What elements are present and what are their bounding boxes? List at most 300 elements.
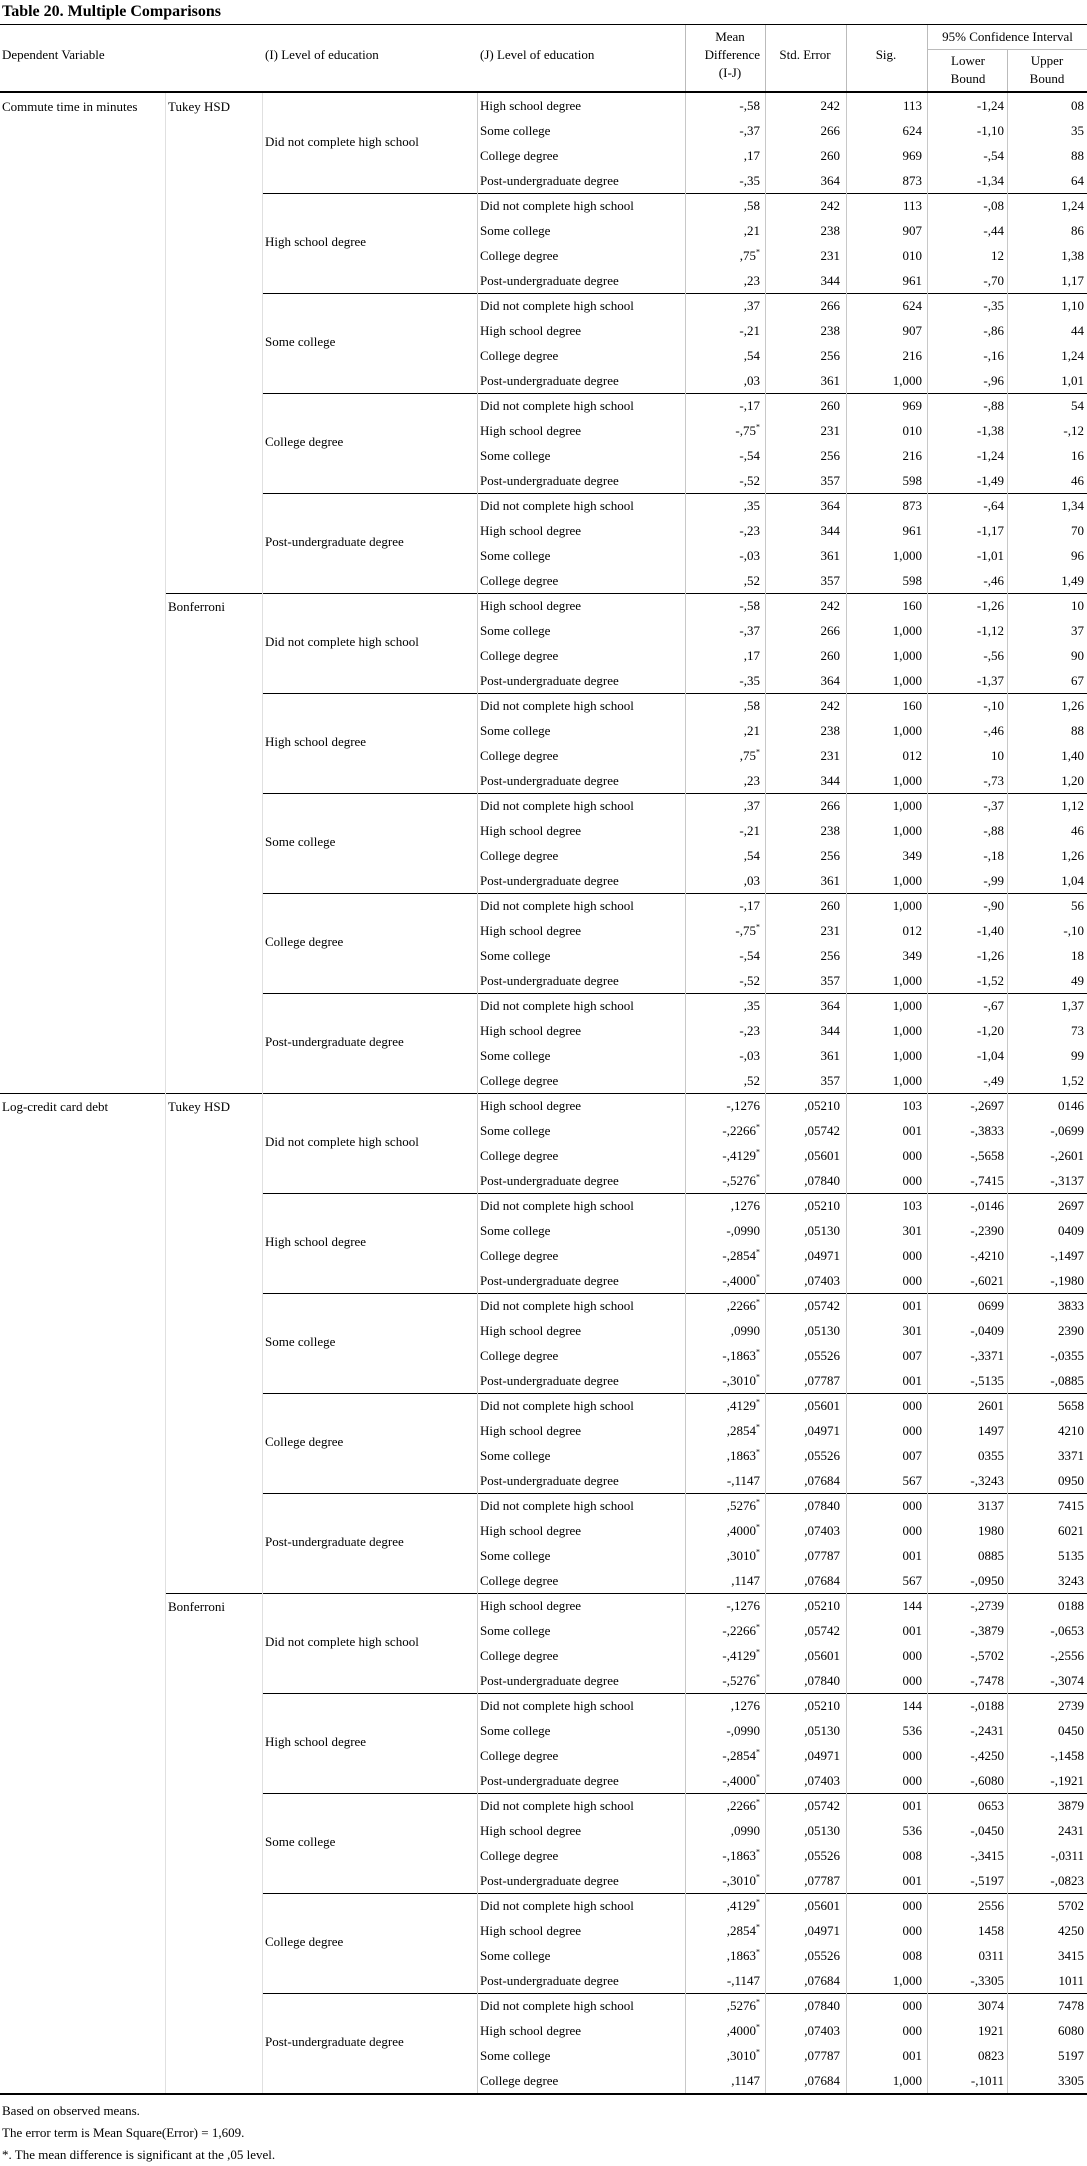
upper-bound-cell: 90: [1071, 648, 1084, 663]
sig-cell: 000: [902, 2023, 922, 2038]
i-level-label: High school degree: [265, 1234, 367, 1249]
std-error-cell: ,07684: [804, 2073, 840, 2088]
table-row: [0, 318, 1087, 343]
j-level-cell: Some college: [480, 1623, 551, 1638]
std-error-cell: ,04971: [804, 1923, 840, 1938]
std-error-cell: 364: [820, 998, 840, 1013]
mean-difference-cell: [688, 1118, 760, 1143]
std-error-cell: ,05130: [804, 1723, 840, 1738]
header-i-level: (I) Level of education: [265, 47, 379, 62]
sig-cell: 000: [902, 1748, 922, 1763]
table-row: [0, 568, 1087, 593]
lower-bound-cell: 1497: [978, 1423, 1004, 1438]
mean-difference-value: -,75: [735, 423, 756, 438]
j-level-cell: High school degree: [480, 2023, 582, 2038]
mean-difference-value: -,0990: [726, 1223, 760, 1238]
upper-bound-cell: -,1497: [1050, 1248, 1084, 1263]
i-level-label: Did not complete high school: [265, 1134, 419, 1149]
i-level-label: Did not complete high school: [265, 634, 419, 649]
mean-difference-cell: [688, 743, 760, 768]
upper-bound-cell: 5702: [1058, 1898, 1084, 1913]
sig-cell: 000: [902, 1998, 922, 2013]
table-row: [0, 843, 1087, 868]
std-error-cell: ,05742: [804, 1298, 840, 1313]
i-level-label: College degree: [265, 1434, 344, 1449]
lower-bound-cell: -,3371: [970, 1348, 1004, 1363]
mean-difference-cell: [688, 943, 760, 968]
j-level-cell: Some college: [480, 723, 551, 738]
upper-bound-cell: -,1458: [1050, 1748, 1084, 1763]
sig-cell: 1,000: [892, 723, 922, 738]
j-level-cell: Did not complete high school: [480, 998, 634, 1013]
mean-difference-value: ,3010: [726, 2048, 756, 2063]
table-row: [0, 1443, 1087, 1468]
upper-bound-cell: -,0311: [1050, 1848, 1084, 1863]
significance-marker: *: [756, 2047, 760, 2057]
mean-difference-cell: [688, 2018, 760, 2043]
mean-difference-value: -,1276: [726, 1598, 760, 1613]
mean-difference-value: -,35: [739, 673, 760, 688]
j-level-cell: College degree: [480, 573, 559, 588]
lower-bound-cell: 0699: [978, 1298, 1004, 1313]
upper-bound-cell: 88: [1071, 148, 1084, 163]
column-divider: [765, 93, 766, 2093]
sig-cell: 001: [902, 1123, 922, 1138]
upper-bound-cell: 67: [1071, 673, 1084, 688]
sig-cell: 001: [902, 1298, 922, 1313]
sig-cell: 873: [902, 498, 922, 513]
lower-bound-cell: -,4250: [970, 1748, 1004, 1763]
table-row: [0, 668, 1087, 693]
upper-bound-cell: 1,52: [1061, 1073, 1084, 1088]
table-row: [0, 2018, 1087, 2043]
lower-bound-cell: -,99: [983, 873, 1004, 888]
sig-cell: 216: [902, 448, 922, 463]
upper-bound-cell: -,0355: [1050, 1348, 1084, 1363]
lower-bound-cell: -,10: [983, 698, 1004, 713]
mean-difference-cell: [688, 1893, 760, 1918]
j-level-cell: Did not complete high school: [480, 1298, 634, 1313]
mean-difference-value: -,5276: [722, 1673, 756, 1688]
lower-bound-cell: -,56: [983, 648, 1004, 663]
upper-bound-cell: 3371: [1058, 1448, 1084, 1463]
sig-cell: 000: [902, 1423, 922, 1438]
upper-bound-cell: 1,26: [1061, 848, 1084, 863]
mean-difference-cell: [688, 718, 760, 743]
mean-difference-value: ,1276: [730, 1698, 760, 1713]
i-level-label: Post-undergraduate degree: [265, 534, 404, 549]
std-error-cell: 260: [820, 648, 840, 663]
j-level-cell: College degree: [480, 648, 559, 663]
sig-cell: 1,000: [892, 648, 922, 663]
table-row: [0, 1368, 1087, 1393]
header-mean-diff-line3: (I-J): [718, 65, 742, 80]
lower-bound-cell: 1980: [978, 1523, 1004, 1538]
mean-difference-value: ,23: [743, 773, 760, 788]
upper-bound-cell: 96: [1071, 548, 1084, 563]
i-level-label: College degree: [265, 434, 344, 449]
mean-difference-value: ,4129: [726, 1898, 756, 1913]
lower-bound-cell: -,88: [983, 823, 1004, 838]
j-level-cell: Post-undergraduate degree: [480, 273, 619, 288]
mean-difference-value: ,35: [743, 498, 760, 513]
mean-difference-cell: [688, 543, 760, 568]
j-level-cell: Some college: [480, 548, 551, 563]
column-divider: [262, 93, 263, 2093]
table-row: [0, 1568, 1087, 1593]
table-row: [0, 393, 1087, 418]
lower-bound-cell: -,54: [983, 148, 1004, 163]
mean-difference-cell: [688, 1368, 760, 1393]
std-error-cell: ,04971: [804, 1748, 840, 1763]
upper-bound-cell: 1,26: [1061, 698, 1084, 713]
lower-bound-cell: -,35: [983, 298, 1004, 313]
lower-bound-cell: -1,20: [976, 1023, 1004, 1038]
j-level-cell: Did not complete high school: [480, 1898, 634, 1913]
upper-bound-cell: 0146: [1058, 1098, 1084, 1113]
upper-bound-cell: 37: [1071, 623, 1084, 638]
lower-bound-cell: 10: [991, 748, 1004, 763]
mean-difference-cell: [688, 1018, 760, 1043]
upper-bound-cell: 46: [1071, 473, 1084, 488]
header-confidence-interval: 95% Confidence Interval: [942, 29, 1073, 44]
header-lower-line2: Bound: [950, 71, 986, 86]
note-line: Based on observed means.: [2, 2102, 140, 2118]
upper-bound-cell: 7478: [1058, 1998, 1084, 2013]
table-row: [0, 1218, 1087, 1243]
sig-cell: 001: [902, 1798, 922, 1813]
mean-difference-value: ,03: [743, 873, 760, 888]
table-row: [0, 1793, 1087, 1818]
significance-marker: *: [756, 1522, 760, 1532]
mean-difference-value: -,1147: [726, 1473, 760, 1488]
table-row: [0, 1518, 1087, 1543]
std-error-cell: 266: [820, 123, 840, 138]
table-row: [0, 1068, 1087, 1093]
table-row: [0, 1493, 1087, 1518]
table-body: [0, 93, 1087, 2093]
sig-cell: 1,000: [892, 548, 922, 563]
std-error-cell: ,05601: [804, 1648, 840, 1663]
upper-bound-cell: 0450: [1058, 1723, 1084, 1738]
mean-difference-cell: [688, 968, 760, 993]
significance-marker: *: [756, 1672, 760, 1682]
mean-difference-value: -,54: [739, 448, 760, 463]
j-level-cell: College degree: [480, 248, 559, 263]
std-error-cell: 364: [820, 498, 840, 513]
sig-cell: 001: [902, 1373, 922, 1388]
upper-bound-cell: -,2601: [1050, 1148, 1084, 1163]
mean-difference-cell: [688, 1243, 760, 1268]
lower-bound-cell: -,70: [983, 273, 1004, 288]
mean-difference-value: -,54: [739, 948, 760, 963]
table-row: [0, 1343, 1087, 1368]
sig-cell: 907: [902, 323, 922, 338]
sig-cell: 1,000: [892, 673, 922, 688]
std-error-cell: ,05601: [804, 1398, 840, 1413]
sig-cell: 000: [902, 1923, 922, 1938]
lower-bound-cell: -1,17: [976, 523, 1004, 538]
j-level-cell: High school degree: [480, 98, 582, 113]
lower-bound-cell: -,0146: [970, 1198, 1004, 1213]
mean-difference-cell: [688, 668, 760, 693]
lower-bound-cell: -1,01: [976, 548, 1004, 563]
j-level-cell: Did not complete high school: [480, 1198, 634, 1213]
mean-difference-value: -,37: [739, 623, 760, 638]
mean-difference-cell: [688, 1568, 760, 1593]
lower-bound-cell: -,3833: [970, 1123, 1004, 1138]
std-error-cell: 231: [820, 423, 840, 438]
significance-marker: *: [756, 1422, 760, 1432]
std-error-cell: ,05130: [804, 1823, 840, 1838]
mean-difference-cell: [688, 793, 760, 818]
upper-bound-cell: 1,12: [1061, 798, 1084, 813]
sig-cell: 624: [902, 298, 922, 313]
header-sig: Sig.: [875, 47, 897, 62]
table-row: [0, 93, 1087, 118]
std-error-cell: ,05130: [804, 1223, 840, 1238]
sig-cell: 216: [902, 348, 922, 363]
std-error-cell: 256: [820, 948, 840, 963]
j-level-cell: College degree: [480, 1248, 559, 1263]
sig-cell: 008: [902, 1848, 922, 1863]
j-level-cell: Some college: [480, 1548, 551, 1563]
header-std-error: Std. Error: [779, 47, 831, 62]
upper-bound-cell: -,10: [1063, 923, 1084, 938]
mean-difference-cell: [688, 2068, 760, 2093]
j-level-cell: Did not complete high school: [480, 298, 634, 313]
table-row: [0, 1743, 1087, 1768]
j-level-cell: Did not complete high school: [480, 698, 634, 713]
upper-bound-cell: 1,20: [1061, 773, 1084, 788]
sig-cell: 103: [902, 1098, 922, 1113]
table-row: [0, 793, 1087, 818]
table-row: [0, 193, 1087, 218]
upper-bound-cell: -,0823: [1050, 1873, 1084, 1888]
upper-bound-cell: 44: [1071, 323, 1084, 338]
mean-difference-cell: [688, 568, 760, 593]
mean-difference-value: ,2266: [726, 1298, 756, 1313]
lower-bound-cell: 1921: [978, 2023, 1004, 2038]
mean-difference-cell: [688, 1868, 760, 1893]
sig-cell: 907: [902, 223, 922, 238]
upper-bound-cell: 3415: [1058, 1948, 1084, 1963]
std-error-cell: 256: [820, 848, 840, 863]
significance-marker: *: [756, 1922, 760, 1932]
j-level-cell: College degree: [480, 1348, 559, 1363]
header-dependent-variable: Dependent Variable: [2, 47, 105, 62]
lower-bound-cell: -,5658: [970, 1148, 1004, 1163]
std-error-cell: 242: [820, 198, 840, 213]
sig-cell: 1,000: [892, 823, 922, 838]
upper-bound-cell: 1011: [1058, 1973, 1084, 1988]
std-error-cell: ,05526: [804, 1448, 840, 1463]
upper-bound-cell: 2390: [1058, 1323, 1084, 1338]
significance-marker: *: [756, 1372, 760, 1382]
table-row: [0, 368, 1087, 393]
significance-marker: *: [756, 1397, 760, 1407]
mean-difference-value: ,1276: [730, 1198, 760, 1213]
upper-bound-cell: 86: [1071, 223, 1084, 238]
mean-difference-cell: [688, 1718, 760, 1743]
sig-cell: 873: [902, 173, 922, 188]
std-error-cell: 361: [820, 548, 840, 563]
mean-difference-value: -,52: [739, 973, 760, 988]
upper-bound-cell: 1,37: [1061, 998, 1084, 1013]
lower-bound-cell: -,3415: [970, 1848, 1004, 1863]
mean-difference-cell: [688, 368, 760, 393]
std-error-cell: 361: [820, 1048, 840, 1063]
j-level-cell: Post-undergraduate degree: [480, 673, 619, 688]
mean-difference-value: -,03: [739, 1048, 760, 1063]
i-level-label: Did not complete high school: [265, 1634, 419, 1649]
sig-cell: 007: [902, 1348, 922, 1363]
mean-difference-cell: [688, 1668, 760, 1693]
mean-difference-value: -,17: [739, 398, 760, 413]
dependent-variable-label: Commute time in minutes: [2, 99, 138, 114]
sig-cell: 000: [902, 1673, 922, 1688]
table-row: [0, 268, 1087, 293]
j-level-cell: Some college: [480, 623, 551, 638]
j-level-cell: High school degree: [480, 1423, 582, 1438]
lower-bound-cell: -,46: [983, 573, 1004, 588]
std-error-cell: 238: [820, 323, 840, 338]
lower-bound-cell: 0885: [978, 1548, 1004, 1563]
j-level-cell: College degree: [480, 2073, 559, 2088]
mean-difference-value: -,5276: [722, 1173, 756, 1188]
mean-difference-cell: [688, 1518, 760, 1543]
upper-bound-cell: 64: [1071, 173, 1084, 188]
lower-bound-cell: -1,49: [976, 473, 1004, 488]
i-level-label: Did not complete high school: [265, 134, 419, 149]
lower-bound-cell: -,2390: [970, 1223, 1004, 1238]
table-row: [0, 868, 1087, 893]
method-label: Tukey HSD: [168, 99, 231, 114]
lower-bound-cell: -,37: [983, 798, 1004, 813]
j-level-cell: Some college: [480, 123, 551, 138]
upper-bound-cell: 1,40: [1061, 748, 1084, 763]
mean-difference-cell: [688, 643, 760, 668]
significance-marker: *: [756, 1497, 760, 1507]
std-error-cell: ,05601: [804, 1148, 840, 1163]
upper-bound-cell: 35: [1071, 123, 1084, 138]
mean-difference-cell: [688, 193, 760, 218]
sig-cell: 160: [902, 598, 922, 613]
sig-cell: 598: [902, 573, 922, 588]
upper-bound-cell: 2739: [1058, 1698, 1084, 1713]
mean-difference-value: ,23: [743, 273, 760, 288]
std-error-cell: 361: [820, 373, 840, 388]
lower-bound-cell: -,3243: [970, 1473, 1004, 1488]
upper-bound-cell: 1,34: [1061, 498, 1084, 513]
i-level-label: Some college: [265, 834, 336, 849]
sig-cell: 1,000: [892, 773, 922, 788]
j-level-cell: High school degree: [480, 1823, 582, 1838]
table-row: [0, 1468, 1087, 1493]
mean-difference-cell: [688, 168, 760, 193]
upper-bound-cell: 1,17: [1061, 273, 1084, 288]
table-row: [0, 1768, 1087, 1793]
upper-bound-cell: -,3137: [1050, 1173, 1084, 1188]
table-row: [0, 243, 1087, 268]
upper-bound-cell: 3243: [1058, 1573, 1084, 1588]
lower-bound-cell: -,6080: [970, 1773, 1004, 1788]
j-level-cell: College degree: [480, 1573, 559, 1588]
lower-bound-cell: -1,52: [976, 973, 1004, 988]
j-level-cell: High school degree: [480, 923, 582, 938]
table-row: [0, 1668, 1087, 1693]
lower-bound-cell: -,3305: [970, 1973, 1004, 1988]
upper-bound-cell: 1,01: [1061, 373, 1084, 388]
table-row: [0, 1868, 1087, 1893]
table-row: [0, 593, 1087, 618]
mean-difference-cell: [688, 1168, 760, 1193]
std-error-cell: ,07787: [804, 1548, 840, 1563]
upper-bound-cell: -,0653: [1050, 1623, 1084, 1638]
std-error-cell: ,07840: [804, 1498, 840, 1513]
lower-bound-cell: -,5135: [970, 1373, 1004, 1388]
upper-bound-cell: -,2556: [1050, 1648, 1084, 1663]
lower-bound-cell: 0311: [978, 1948, 1004, 1963]
i-level-label: Some college: [265, 1334, 336, 1349]
mean-difference-value: ,54: [743, 348, 760, 363]
mean-difference-value: -,23: [739, 1023, 760, 1038]
mean-difference-value: -,2854: [722, 1248, 756, 1263]
mean-difference-value: ,37: [743, 798, 760, 813]
mean-difference-cell: [688, 118, 760, 143]
j-level-cell: Did not complete high school: [480, 1498, 634, 1513]
upper-bound-cell: 1,24: [1061, 348, 1084, 363]
sig-cell: 113: [902, 198, 922, 213]
significance-marker: *: [756, 1447, 760, 1457]
std-error-cell: 238: [820, 723, 840, 738]
std-error-cell: 266: [820, 298, 840, 313]
j-level-cell: Some college: [480, 448, 551, 463]
table-row: [0, 2068, 1087, 2093]
mean-difference-value: ,58: [743, 198, 760, 213]
sig-cell: 008: [902, 1948, 922, 1963]
significance-marker: *: [756, 1772, 760, 1782]
lower-bound-cell: -1,37: [976, 673, 1004, 688]
upper-bound-cell: 88: [1071, 723, 1084, 738]
j-level-cell: College degree: [480, 1148, 559, 1163]
mean-difference-cell: [688, 1818, 760, 1843]
sig-cell: 349: [902, 848, 922, 863]
mean-difference-cell: [688, 1993, 760, 2018]
mean-difference-cell: [688, 893, 760, 918]
mean-difference-cell: [688, 1068, 760, 1093]
lower-bound-cell: 1458: [978, 1923, 1004, 1938]
mean-difference-cell: [688, 143, 760, 168]
significance-marker: *: [756, 422, 760, 432]
j-level-cell: Post-undergraduate degree: [480, 873, 619, 888]
mean-difference-value: -,21: [739, 823, 760, 838]
std-error-cell: 357: [820, 973, 840, 988]
mean-difference-cell: [688, 1943, 760, 1968]
j-level-cell: Did not complete high school: [480, 1798, 634, 1813]
sig-cell: 001: [902, 1548, 922, 1563]
mean-difference-cell: [688, 1618, 760, 1643]
mean-difference-value: -,1147: [726, 1973, 760, 1988]
j-level-cell: Did not complete high school: [480, 198, 634, 213]
lower-bound-cell: 0653: [978, 1798, 1004, 1813]
sig-cell: 1,000: [892, 1073, 922, 1088]
lower-bound-cell: -,46: [983, 723, 1004, 738]
table-row: [0, 518, 1087, 543]
lower-bound-cell: -1,24: [976, 448, 1004, 463]
table-row: [0, 1143, 1087, 1168]
table-row: [0, 1968, 1087, 1993]
